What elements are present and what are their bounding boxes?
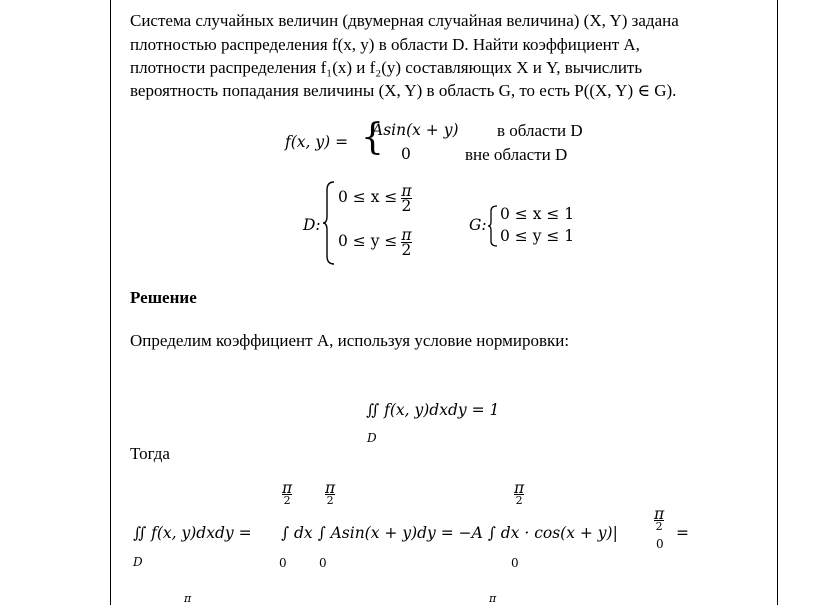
- pi-symbol: π: [654, 505, 665, 523]
- equation2-integrals: ∫ dx ∫ Asin(x + y)dy = −A ∫ dx · cos(x + y)|: [281, 524, 618, 542]
- pi-symbol: π: [514, 479, 525, 497]
- then-label: Тогда: [130, 444, 170, 463]
- region-d-x-bound: 0 ≤ x ≤: [338, 188, 398, 207]
- int3-upper-limit: [514, 479, 525, 507]
- region-d-y-bound: 0 ≤ y ≤: [338, 232, 398, 251]
- problem-line-3: плотности распределения f₁(x) и f₂(y) составляющих X и Y, вычислить: [130, 58, 643, 77]
- int2-lower-limit: 0: [319, 556, 327, 570]
- page-left-edge: [110, 0, 111, 605]
- solution-intro: Определим коэффициент A, используя условие нормировки:: [130, 331, 570, 350]
- problem-line-2: плотностью распределения f(x, y) в области D. Найти коэффициент A,: [130, 35, 640, 54]
- int1-lower-limit: 0: [279, 556, 287, 570]
- problem-line-4: вероятность попадания величины (X, Y) в область G, то есть P((X, Y) ∈ G).: [130, 81, 677, 100]
- region-g-row-1: 0 ≤ x ≤ 1: [500, 205, 575, 223]
- eval-upper-limit: [654, 505, 665, 533]
- page-right-edge: [777, 0, 778, 605]
- problem-line-1: Система случайных величин (двумерная случайная величина) (X, Y) задана: [130, 11, 679, 30]
- eval-lower-limit: 0: [656, 537, 664, 551]
- int3-lower-limit: 0: [511, 556, 519, 570]
- density-brace: {: [361, 117, 384, 158]
- normalization-subscript: D: [367, 431, 377, 445]
- denominator: 2: [655, 520, 663, 533]
- denominator: 2: [326, 494, 334, 507]
- int1-upper-limit: [282, 479, 293, 507]
- pi-symbol: π: [401, 226, 412, 244]
- denominator: 2: [515, 494, 523, 507]
- region-d-y-upper: [401, 228, 411, 257]
- denominator: 2: [283, 494, 291, 507]
- density-case2-cond: вне области D: [465, 145, 568, 164]
- equation2-subscript: D: [133, 555, 143, 569]
- density-lhs: f(x, y) =: [285, 133, 349, 151]
- region-d-row-2: [338, 228, 412, 257]
- int2-upper-limit: [325, 479, 336, 507]
- region-g-row-2: 0 ≤ y ≤ 1: [500, 227, 575, 245]
- denominator: 2: [401, 241, 412, 259]
- equation2-tail: =: [676, 524, 689, 542]
- pi-symbol: π: [401, 182, 412, 200]
- pi-symbol: π: [282, 479, 293, 497]
- density-case1-cond: в области D: [497, 121, 583, 140]
- equation2-lhs: ∬ f(x, y)dxdy =: [133, 524, 252, 542]
- solution-heading: Решение: [130, 288, 197, 307]
- normalization-equation: ∬ f(x, y)dxdy = 1: [366, 401, 500, 419]
- region-d-x-upper: [401, 184, 411, 213]
- density-case2-expr: 0: [401, 145, 411, 163]
- region-d-row-1: [338, 184, 412, 213]
- pi-symbol: π: [325, 479, 336, 497]
- region-d-label: D:: [303, 216, 321, 234]
- next-line-pi-right: π: [489, 592, 497, 605]
- density-case1-expr: Asin(x + y): [372, 121, 459, 139]
- denominator: 2: [401, 197, 412, 215]
- next-line-pi-left: π: [184, 592, 192, 605]
- region-d-brace: [322, 180, 336, 266]
- region-g-label: G:: [469, 216, 487, 234]
- region-g-brace: [487, 205, 499, 247]
